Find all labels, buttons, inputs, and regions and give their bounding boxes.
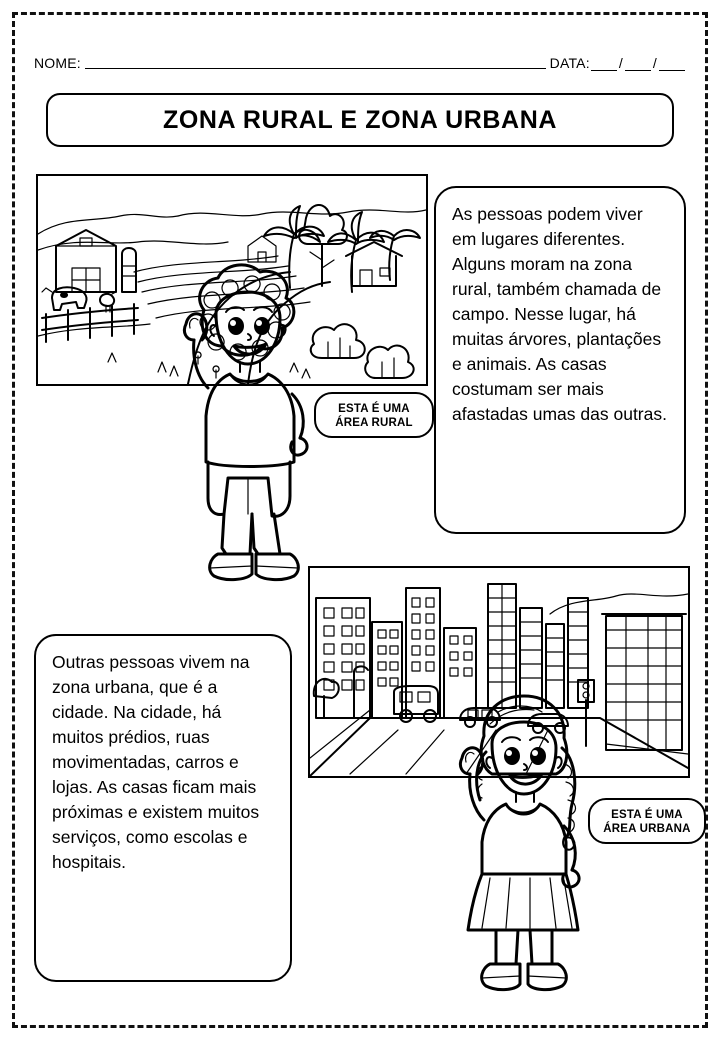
rural-speech-text: ESTA É UMA ÁREA RURAL	[335, 403, 413, 429]
urban-speech-bubble	[588, 798, 706, 844]
girl-character	[438, 678, 606, 998]
urban-paragraph: Outras pessoas vivem na zona urbana, que é a cidade. Na cidade, há muitos prédios, ruas movimentadas, carros e lojas. As casas ficam mais próximas e existem muitos serviços, como escolas e hospitais.	[52, 652, 260, 872]
page-title: ZONA RURAL E ZONA URBANA	[162, 105, 557, 134]
name-label: NOME:	[34, 55, 81, 71]
date-label: DATA:	[549, 55, 590, 71]
rural-paragraph: As pessoas podem viver em lugares diferentes. Alguns moram na zona rural, também chamada de campo. Nesse lugar, há muitas árvores, plantações e animais. As casas costumam ser mais afastadas umas das outras.	[452, 204, 667, 424]
date-day-slot[interactable]	[591, 57, 617, 71]
urban-text-balloon	[34, 634, 292, 982]
urban-speech-text: ESTA É UMA ÁREA URBANA	[603, 809, 691, 835]
date-year-slot[interactable]	[659, 57, 685, 71]
name-write-line[interactable]	[85, 68, 546, 69]
boy-character	[168, 248, 330, 588]
rural-speech-bubble	[314, 392, 434, 438]
date-separator-1: /	[618, 55, 623, 71]
page-title-box	[46, 93, 674, 147]
rural-text-balloon	[434, 186, 686, 534]
date-fields[interactable]	[590, 55, 686, 72]
date-month-slot[interactable]	[625, 57, 651, 71]
date-separator-2: /	[652, 55, 657, 71]
student-info-row	[34, 46, 686, 72]
